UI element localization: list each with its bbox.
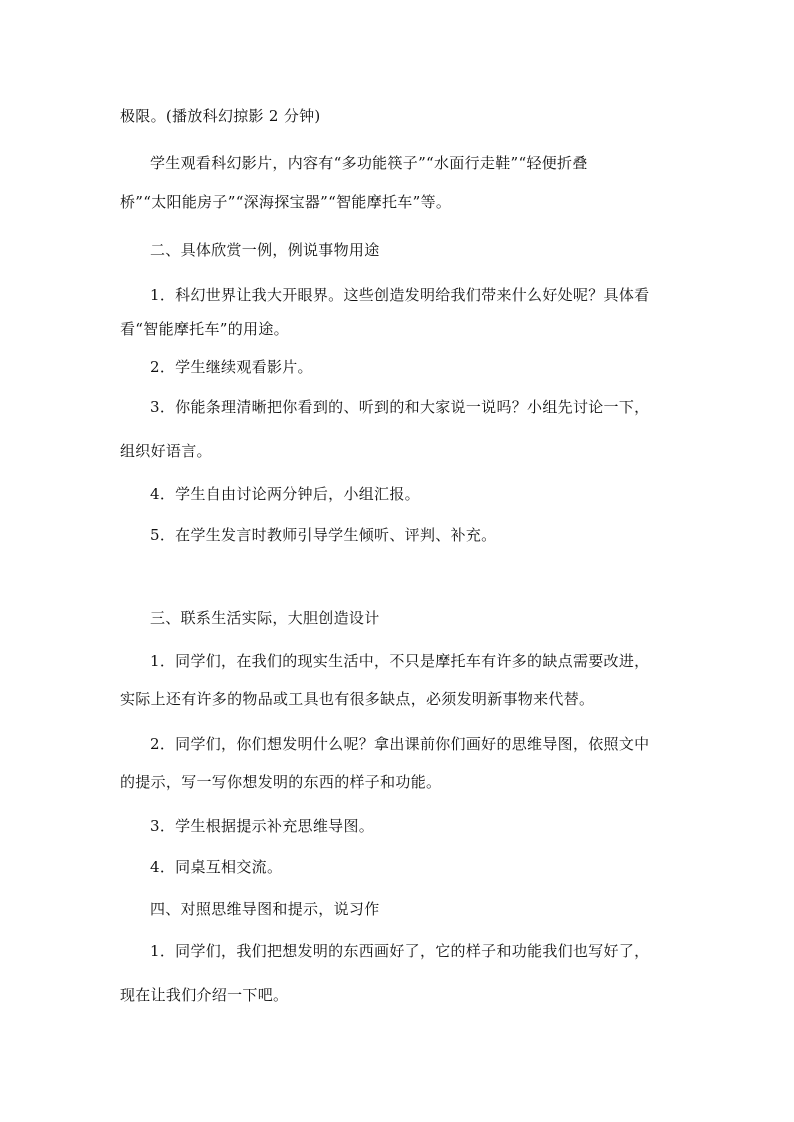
text-line: 实际上还有许多的物品或工具也有很多缺点，必须发明新事物来代替。 xyxy=(120,690,595,708)
section-heading: 三、联系生活实际，大胆创造设计 xyxy=(150,609,380,627)
text-line: 现在让我们介绍一下吧。 xyxy=(120,986,289,1004)
text-line: 1．同学们，在我们的现实生活中，不只是摩托车有许多的缺点需要改进， xyxy=(150,652,650,670)
text-line: 组织好语言。 xyxy=(120,442,212,460)
text-line: 学生观看科幻影片，内容有“多功能筷子”“水面行走鞋”“轻便折叠 xyxy=(150,154,588,172)
text-line: 4．同桌互相交流。 xyxy=(150,858,283,876)
section-heading: 二、具体欣赏一例，例说事物用途 xyxy=(150,241,380,259)
text-line: 5．在学生发言时教师引导学生倾听、评判、补充。 xyxy=(150,526,497,544)
text-line: 极限。(播放科幻掠影 2 分钟) xyxy=(120,107,321,125)
section-heading: 四、对照思维导图和提示，说习作 xyxy=(150,900,380,918)
text-line: 3．学生根据提示补充思维导图。 xyxy=(150,817,375,835)
text-line: 看“智能摩托车”的用途。 xyxy=(120,320,289,338)
text-line: 2．学生继续观看影片。 xyxy=(150,358,313,376)
text-line: 2．同学们，你们想发明什么呢？拿出课前你们画好的思维导图，依照文中 xyxy=(150,735,650,753)
text-line: 1．同学们，我们把想发明的东西画好了，它的样子和功能我们也写好了， xyxy=(150,942,650,960)
text-line: 4．学生自由讨论两分钟后，小组汇报。 xyxy=(150,485,420,503)
text-line: 3．你能条理清晰把你看到的、听到的和大家说一说吗？小组先讨论一下， xyxy=(150,398,650,416)
text-line: 1．科幻世界让我大开眼界。这些创造发明给我们带来什么好处呢？具体看 xyxy=(150,286,650,304)
text-line: 的提示，写一写你想发明的东西的样子和功能。 xyxy=(120,773,442,791)
text-line: 桥”“太阳能房子”“深海探宝器”“智能摩托车”等。 xyxy=(120,193,452,211)
